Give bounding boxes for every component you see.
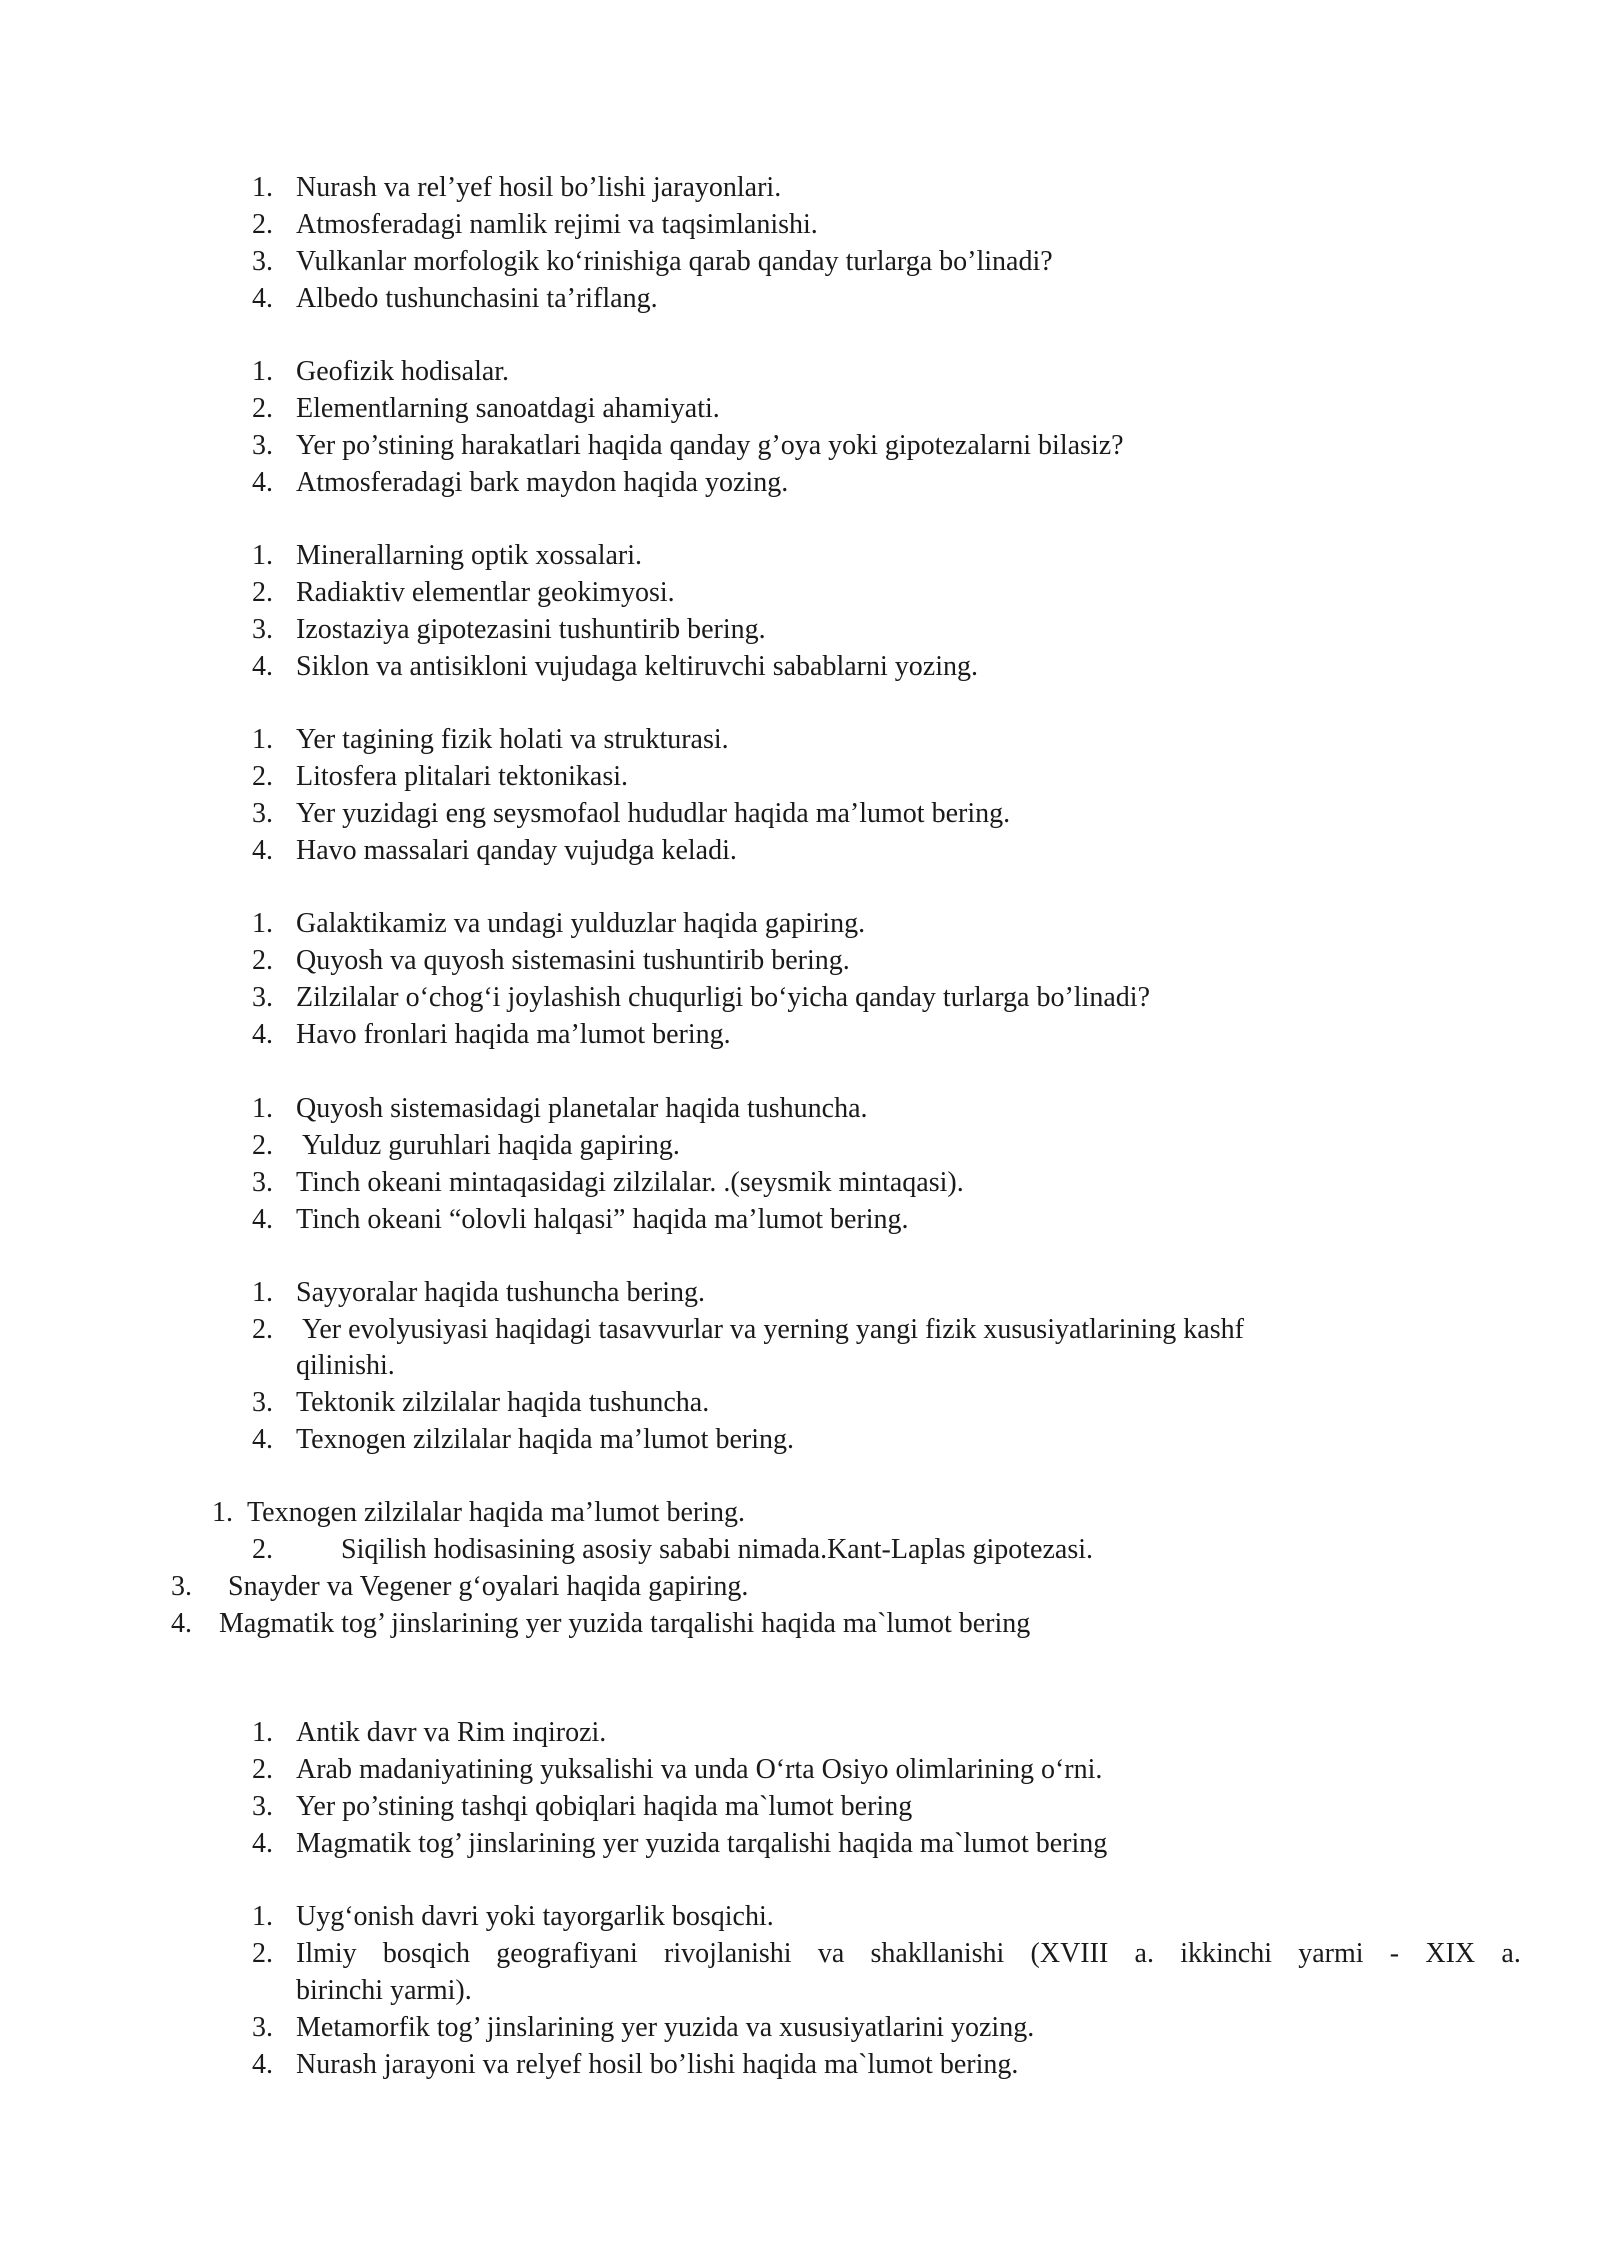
item-number: 3. (252, 1387, 273, 1418)
item-text: Yer yuzidagi eng seysmofaol hududlar haqida ma’lumot bering. (296, 798, 1011, 829)
item-number: 3. (252, 246, 273, 277)
item-text: Metamorfik tog’ jinslarining yer yuzida va xususiyatlarini yozing. (296, 2012, 1035, 2043)
item-text: Elementlarning sanoatdagi ahamiyati. (296, 393, 720, 424)
word: shakllanishi (870, 1938, 1005, 1969)
item-text: Minerallarning optik xossalari. (296, 540, 643, 571)
item-number: 3. (252, 982, 273, 1013)
item-number: 2. (252, 1534, 273, 1565)
item-number: 4. (252, 1424, 273, 1455)
item-text: Radiaktiv elementlar geokimyosi. (296, 577, 675, 608)
item-number: 1. (252, 1717, 273, 1748)
item-text: Nurash va rel’yef hosil bo’lishi jarayonlari. (296, 172, 782, 203)
item-text: Sayyoralar haqida tushuncha bering. (296, 1277, 705, 1308)
item-number: 4. (252, 283, 273, 314)
item-number: 1. (252, 356, 273, 387)
item-text: Albedo tushunchasini ta’riflang. (296, 283, 658, 314)
item-text-continuation: birinchi yarmi). (296, 1975, 472, 2006)
item-text: Tektonik zilzilalar haqida tushuncha. (296, 1387, 710, 1418)
item-number: 4. (252, 1204, 273, 1235)
item-text: Vulkanlar morfologik ko‘rinishiga qarab qanday turlarga bo’linadi? (296, 246, 1053, 277)
item-text-continuation: qilinishi. (296, 1350, 395, 1381)
item-number: 2. (252, 209, 273, 240)
item-number: 1. (252, 908, 273, 939)
item-number: 4. (252, 2049, 273, 2080)
item-text: Yer po’stining tashqi qobiqlari haqida ma`lumot bering (296, 1791, 913, 1822)
item-number: 2. (252, 1130, 273, 1161)
word: ikkinchi (1180, 1938, 1272, 1969)
item-text: Magmatik tog’ jinslarining yer yuzida tarqalishi haqida ma`lumot bering (219, 1608, 1031, 1639)
item-text: Magmatik tog’ jinslarining yer yuzida tarqalishi haqida ma`lumot bering (296, 1828, 1108, 1859)
item-number: 3. (252, 1167, 273, 1198)
word: a. (1501, 1938, 1521, 1969)
item-text: Zilzilalar o‘chog‘i joylashish chuqurligi bo‘yicha qanday turlarga bo’linadi? (296, 982, 1150, 1013)
item-text: Snayder va Vegener g‘oyalari haqida gapiring. (228, 1571, 749, 1602)
item-text: Nurash jarayoni va relyef hosil bo’lishi haqida ma`lumot bering. (296, 2049, 1019, 2080)
item-number: 1. (252, 1093, 273, 1124)
item-number: 4. (252, 651, 273, 682)
item-text: Yer tagining fizik holati va strukturasi. (296, 724, 729, 755)
item-text: Quyosh va quyosh sistemasini tushuntirib bering. (296, 945, 850, 976)
item-number: 2. (252, 577, 273, 608)
item-number: 4. (252, 1828, 273, 1859)
word: rivojlanishi (664, 1938, 792, 1969)
item-number: 2. (252, 1938, 273, 1969)
item-text: Uyg‘onish davri yoki tayorgarlik bosqichi. (296, 1901, 774, 1932)
word: yarmi (1298, 1938, 1364, 1969)
item-number: 4. (252, 835, 273, 866)
item-text: Texnogen zilzilalar haqida ma’lumot bering. (247, 1497, 745, 1528)
item-number: 3. (252, 430, 273, 461)
item-number: 1. (252, 1277, 273, 1308)
word: - (1389, 1938, 1400, 1969)
item-number: 4. (252, 467, 273, 498)
item-text: Izostaziya gipotezasini tushuntirib bering. (296, 614, 766, 645)
word: bosqich (382, 1938, 471, 1969)
word: (XVIII (1030, 1938, 1109, 1969)
item-text: Siqilish hodisasining asosiy sababi nimada.Kant-Laplas gipotezasi. (341, 1534, 1093, 1565)
item-text: Havo fronlari haqida ma’lumot bering. (296, 1019, 731, 1050)
item-text: Antik davr va Rim inqirozi. (296, 1717, 607, 1748)
item-number: 1. (252, 172, 273, 203)
item-text: Atmosferadagi bark maydon haqida yozing. (296, 467, 789, 498)
word: a. (1134, 1938, 1154, 1969)
item-text: Atmosferadagi namlik rejimi va taqsimlanishi. (296, 209, 818, 240)
item-text: Geofizik hodisalar. (296, 356, 510, 387)
item-number: 2. (252, 393, 273, 424)
item-text: Litosfera plitalari tektonikasi. (296, 761, 629, 792)
item-number: 4. (252, 1019, 273, 1050)
item-number: 4. (171, 1608, 192, 1639)
item-number: 1. (212, 1497, 233, 1528)
item-number: 1. (252, 1901, 273, 1932)
item-number: 1. (252, 540, 273, 571)
item-text (296, 1935, 1521, 1973)
item-number: 2. (252, 1754, 273, 1785)
item-text: Siklon va antisikloni vujudaga keltiruvchi sabablarni yozing. (296, 651, 978, 682)
item-number: 3. (171, 1571, 192, 1602)
item-text: Havo massalari qanday vujudga keladi. (296, 835, 737, 866)
item-number: 3. (252, 1791, 273, 1822)
item-text: Texnogen zilzilalar haqida ma’lumot bering. (296, 1424, 794, 1455)
item-text: Yulduz guruhlari haqida gapiring. (296, 1130, 680, 1161)
item-text: Arab madaniyatining yuksalishi va unda O‘rta Osiyo olimlarining o‘rni. (296, 1754, 1103, 1785)
word: Ilmiy (296, 1938, 357, 1969)
item-number: 3. (252, 614, 273, 645)
word: va (817, 1938, 845, 1969)
item-text: Quyosh sistemasidagi planetalar haqida tushuncha. (296, 1093, 868, 1124)
item-text: Tinch okeani “olovli halqasi” haqida ma’lumot bering. (296, 1204, 909, 1235)
item-text: Tinch okeani mintaqasidagi zilzilalar. .(seysmik mintaqasi). (296, 1167, 964, 1198)
item-number: 1. (252, 724, 273, 755)
item-number: 2. (252, 945, 273, 976)
item-text: Yer po’stining harakatlari haqida qanday g’oya yoki gipotezalarni bilasiz? (296, 430, 1124, 461)
item-number: 3. (252, 798, 273, 829)
word: geografiyani (496, 1938, 638, 1969)
item-text: Yer evolyusiyasi haqidagi tasavvurlar va yerning yangi fizik xususiyatlarining kashf (296, 1314, 1244, 1345)
item-number: 3. (252, 2012, 273, 2043)
word: XIX (1425, 1938, 1476, 1969)
item-number: 2. (252, 761, 273, 792)
item-number: 2. (252, 1314, 273, 1345)
item-text: Galaktikamiz va undagi yulduzlar haqida gapiring. (296, 908, 866, 939)
